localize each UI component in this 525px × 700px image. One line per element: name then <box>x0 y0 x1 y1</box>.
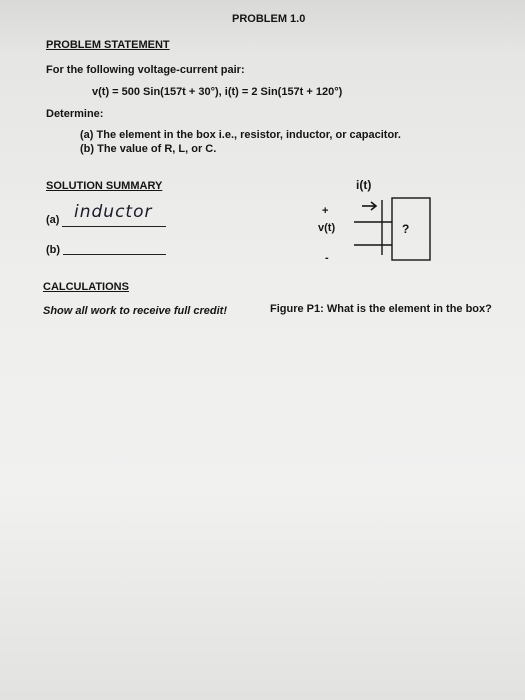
task-item-b: (b) The value of R, L, or C. <box>80 143 217 155</box>
figure-caption: Figure P1: What is the element in the box? <box>270 303 492 315</box>
current-label: i(t) <box>356 178 372 192</box>
voltage-current-equation: v(t) = 500 Sin(157t + 30°), i(t) = 2 Sin(157t + 120°) <box>92 86 343 98</box>
plus-sign: + <box>322 205 329 217</box>
answer-a-line <box>62 226 166 227</box>
box-question-mark: ? <box>402 222 410 236</box>
problem-statement-heading: PROBLEM STATEMENT <box>46 39 170 51</box>
answer-b-label: (b) <box>46 244 61 256</box>
calculations-heading: CALCULATIONS <box>43 281 129 293</box>
answer-b-line <box>63 254 166 255</box>
task-item-a: (a) The element in the box i.e., resistor, inductor, or capacitor. <box>80 129 401 141</box>
voltage-label: v(t) <box>318 222 336 234</box>
solution-summary-heading: SOLUTION SUMMARY <box>46 180 163 192</box>
answer-a-handwritten: inductor <box>74 202 153 222</box>
problem-intro: For the following voltage-current pair: <box>46 64 245 76</box>
minus-sign: - <box>325 252 329 264</box>
page-title: PROBLEM 1.0 <box>232 13 306 25</box>
determine-label: Determine: <box>46 108 104 120</box>
element-box <box>392 198 430 260</box>
circuit-figure <box>340 190 450 280</box>
calculations-note: Show all work to receive full credit! <box>43 305 227 317</box>
answer-a-label: (a) <box>46 214 60 226</box>
